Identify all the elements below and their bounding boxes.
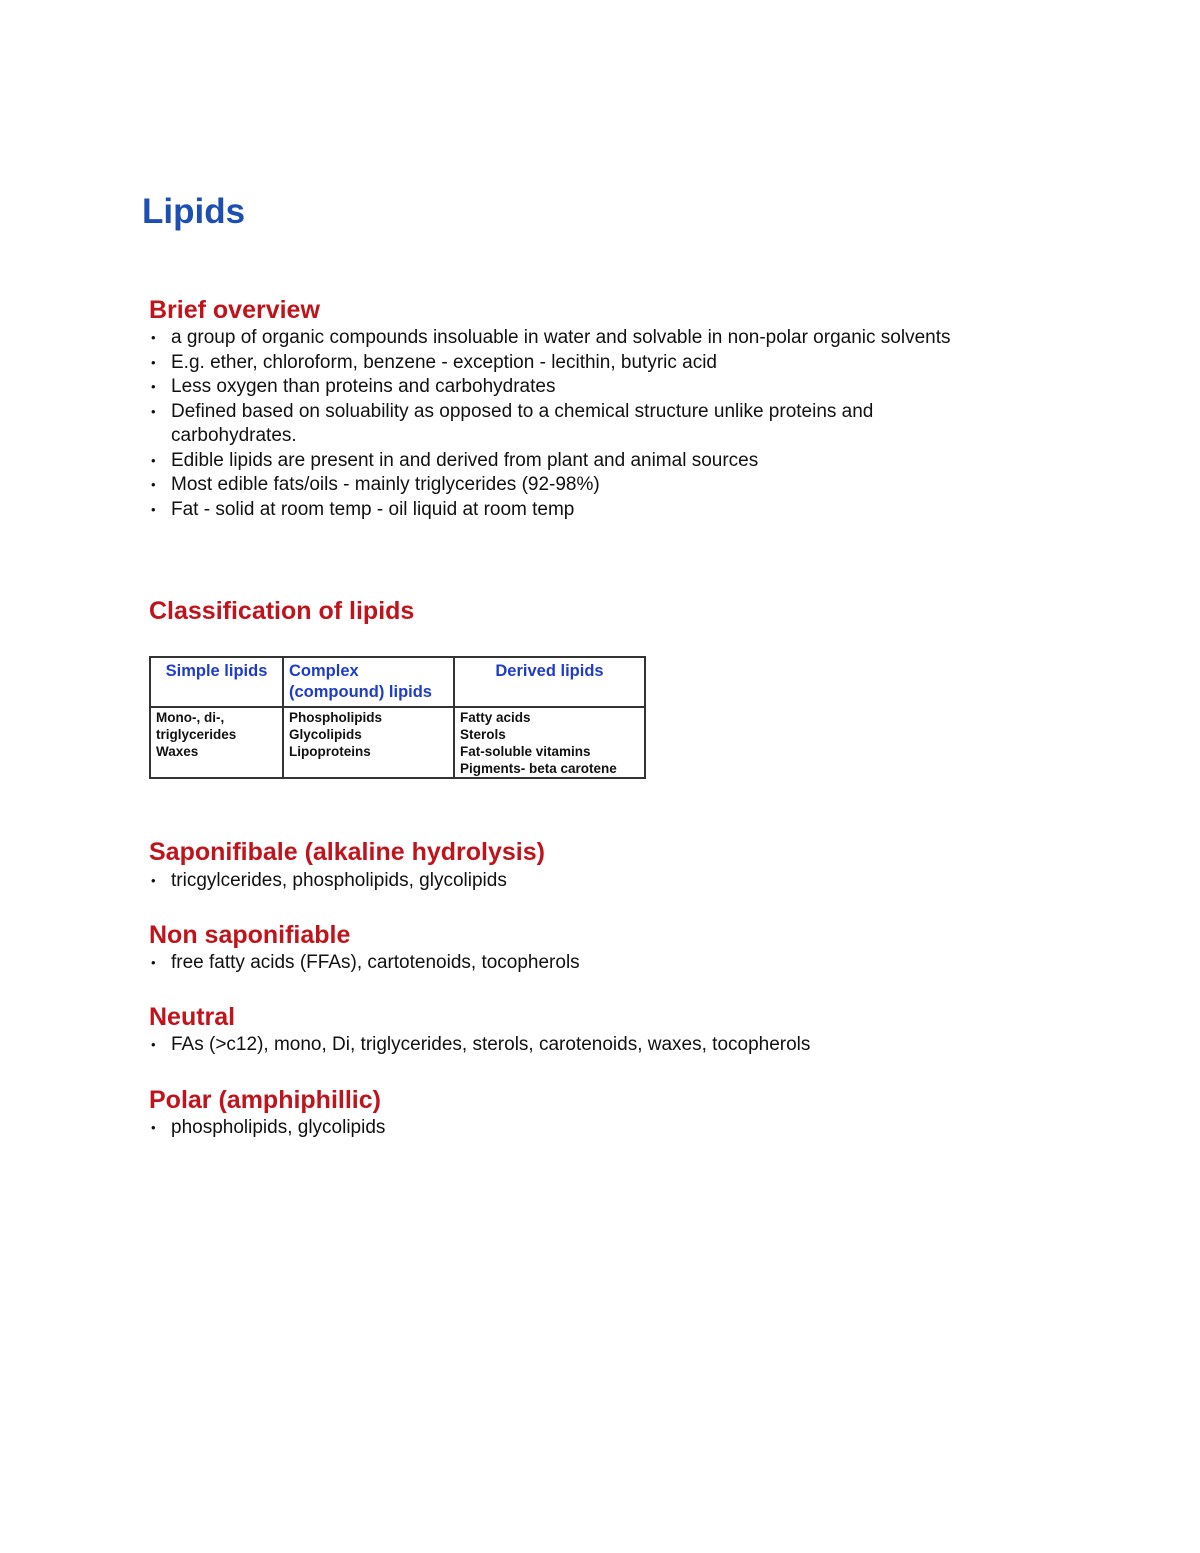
list-item (149, 473, 1049, 498)
non-saponifiable-list (149, 951, 1049, 976)
table-cell-derived (454, 707, 645, 778)
list-item (149, 449, 1049, 474)
overview-heading: Brief overview (149, 296, 320, 324)
list-item (149, 326, 1049, 351)
table-header-simple: Simple lipids (150, 657, 283, 707)
list-item (149, 400, 971, 449)
saponifiable-list (149, 869, 1049, 894)
list-item-text: tricgylcerides, phospholipids, glycolipids (171, 870, 507, 891)
page-title: Lipids (142, 192, 246, 231)
list-item (149, 375, 1049, 400)
cell-line: triglycerides (156, 727, 237, 742)
list-item (149, 1116, 1049, 1141)
bullet-icon: • (151, 873, 156, 888)
list-item (149, 498, 1049, 523)
list-item-text: phospholipids, glycolipids (171, 1117, 386, 1138)
bullet-icon: • (151, 354, 156, 370)
polar-heading: Polar (amphiphillic) (149, 1086, 381, 1114)
list-item (149, 951, 1049, 976)
bullet-icon: • (151, 330, 156, 345)
table-cell-complex (283, 707, 454, 778)
cell-line: Phospholipids (289, 710, 382, 725)
list-item (149, 869, 1049, 894)
classification-table (149, 656, 646, 779)
table-header-complex (283, 657, 454, 707)
table-header-row (150, 657, 645, 707)
polar-list (149, 1116, 1049, 1141)
table-cell-simple (150, 707, 283, 778)
bullet-icon: • (151, 452, 156, 468)
list-item (149, 1033, 1049, 1058)
table-row (150, 707, 645, 778)
bullet-icon: • (151, 955, 156, 970)
bullet-icon: • (151, 403, 156, 419)
saponifiable-heading: Saponifibale (alkaline hydrolysis) (149, 838, 545, 866)
bullet-icon: • (151, 501, 156, 517)
non-saponifiable-heading: Non saponifiable (149, 921, 351, 949)
bullet-icon: • (151, 1037, 156, 1052)
cell-line: Waxes (156, 744, 199, 759)
list-item-text: Defined based on soluability as opposed to a chemical structure unlike proteins and carbohydrates. (171, 400, 874, 446)
cell-line: Lipoproteins (289, 744, 371, 759)
cell-line: Fat-soluble vitamins (460, 744, 591, 759)
neutral-heading: Neutral (149, 1003, 236, 1031)
list-item-text: FAs (>c12), mono, Di, triglycerides, sterols, carotenoids, waxes, tocopherols (171, 1034, 811, 1055)
cell-line: Fatty acids (460, 710, 531, 725)
bullet-icon: • (151, 477, 156, 492)
bullet-icon: • (151, 379, 156, 394)
cell-line: Glycolipids (289, 727, 362, 742)
list-item (149, 351, 1049, 376)
list-item-text: E.g. ether, chloroform, benzene - exception - lecithin, butyric acid (171, 351, 717, 373)
cell-line: Mono-, di-, (156, 710, 225, 725)
list-item-text: free fatty acids (FFAs), cartotenoids, tocopherols (171, 952, 580, 973)
list-item-text: Edible lipids are present in and derived from plant and animal sources (171, 449, 759, 471)
neutral-list (149, 1033, 1049, 1058)
overview-list (149, 326, 1049, 522)
classification-heading: Classification of lipids (149, 597, 415, 625)
list-item-text: Most edible fats/oils - mainly triglycerides (92-98%) (171, 474, 600, 495)
list-item-text: Less oxygen than proteins and carbohydrates (171, 376, 556, 397)
table-header-complex-text: Complex (compound) lipids (289, 662, 432, 701)
list-item-text: Fat - solid at room temp - oil liquid at room temp (171, 498, 575, 520)
bullet-icon: • (151, 1120, 156, 1135)
list-item-text: a group of organic compounds insoluable in water and solvable in non-polar organic solvents (171, 327, 951, 348)
cell-line: Sterols (460, 727, 506, 742)
cell-line: Pigments- beta carotene (460, 761, 617, 776)
table-header-derived: Derived lipids (454, 657, 645, 707)
